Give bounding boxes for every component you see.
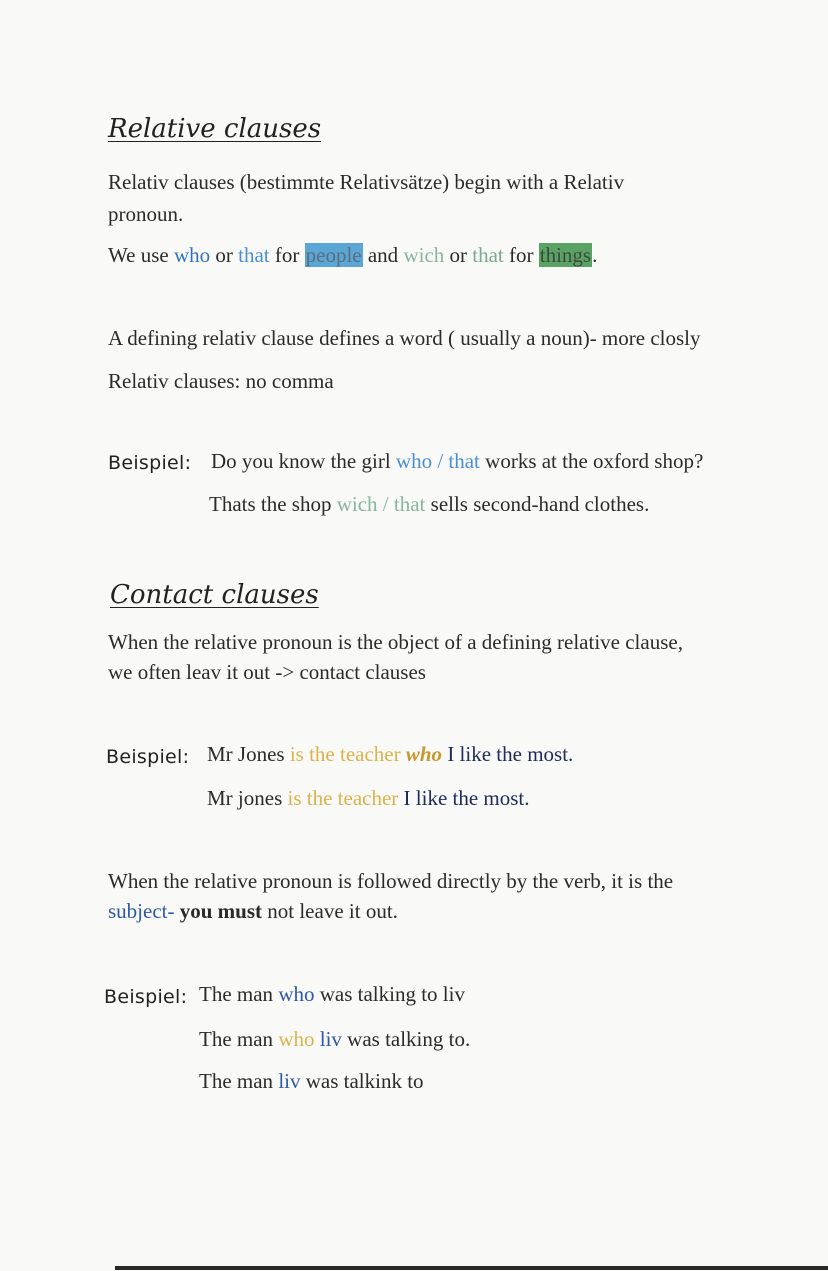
example-label-2: Beispiel: — [106, 746, 190, 768]
cex2-gold: is the teacher — [287, 786, 399, 810]
and-word: and — [362, 243, 404, 267]
who-word: who — [173, 243, 211, 267]
relative-intro-line1: Relativ clauses (bestimmte Relativsätze) begin with a Relativ — [108, 170, 625, 194]
cex1-who: who — [405, 742, 443, 766]
or-word-2: or — [444, 243, 473, 267]
relative-use-line — [108, 243, 597, 268]
ex2-text-1: Thats the shop — [209, 492, 337, 516]
cex2-text-1: Mr jones — [207, 786, 288, 810]
who-that-words: who / that — [395, 449, 480, 473]
sex2-liv: liv — [314, 1027, 342, 1051]
sex2-who: who — [278, 1027, 315, 1051]
people-highlight: people — [305, 243, 362, 267]
subject-example-3 — [199, 1069, 424, 1094]
contact-example-2 — [207, 786, 530, 811]
subject-example-2 — [199, 1027, 470, 1052]
cex2-text-2: I like the most. — [398, 786, 530, 810]
use-end: . — [592, 243, 598, 267]
ex1-text-1: Do you know the girl — [211, 449, 396, 473]
subject-rest: not leave it out. — [262, 899, 398, 923]
defining-line: A defining relativ clause defines a word ( usually a noun)- more closly — [108, 326, 701, 350]
sex1-text-1: The man — [199, 982, 279, 1006]
use-text-1: We use — [108, 243, 174, 267]
sex3-text-1: The man — [199, 1069, 279, 1093]
wich-word: wich — [403, 243, 445, 267]
relative-clauses-heading: Relative clauses — [108, 114, 322, 144]
for-word-1: for — [269, 243, 305, 267]
subject-line1: When the relative pronoun is followed directly by the verb, it is the — [108, 869, 674, 893]
sex3-liv: liv — [278, 1069, 301, 1093]
you-must-words: you must — [174, 899, 263, 923]
contact-clauses-heading: Contact clauses — [110, 580, 319, 610]
no-comma-line: Relativ clauses: no comma — [108, 369, 334, 393]
things-highlight: things — [539, 243, 592, 267]
ex1-text-2: works at the oxford shop? — [479, 449, 704, 473]
example-label-1: Beispiel: — [108, 452, 192, 474]
relative-example-2 — [209, 492, 649, 517]
that-word-2: that — [472, 243, 504, 267]
subject-line2 — [108, 899, 398, 924]
contact-line1: When the relative pronoun is the object of a defining relative clause, — [108, 630, 683, 654]
contact-line2: we often leav it out -> contact clauses — [108, 660, 426, 684]
subject-example-1 — [199, 982, 465, 1007]
relative-intro-line2: pronoun. — [108, 202, 184, 226]
cex1-text-1: Mr Jones — [207, 742, 290, 766]
relative-example-1 — [211, 449, 703, 474]
subject-word: subject- — [108, 899, 175, 923]
page-bottom-edge — [115, 1266, 828, 1270]
for-word-2: for — [503, 243, 539, 267]
example-label-3: Beispiel: — [104, 986, 188, 1008]
sex2-text-1: The man — [199, 1027, 279, 1051]
sex2-text-2: was talking to. — [341, 1027, 471, 1051]
cex1-text-2: I like the most. — [442, 742, 574, 766]
wich-that-words: wich / that — [336, 492, 426, 516]
that-word-1: that — [238, 243, 270, 267]
cex1-gold: is the teacher — [289, 742, 406, 766]
sex3-text-2: was talkink to — [300, 1069, 424, 1093]
or-word-1: or — [210, 243, 239, 267]
sex1-text-2: was talking to liv — [314, 982, 465, 1006]
ex2-text-2: sells second-hand clothes. — [425, 492, 650, 516]
sex1-who: who — [278, 982, 315, 1006]
contact-example-1 — [207, 742, 573, 767]
